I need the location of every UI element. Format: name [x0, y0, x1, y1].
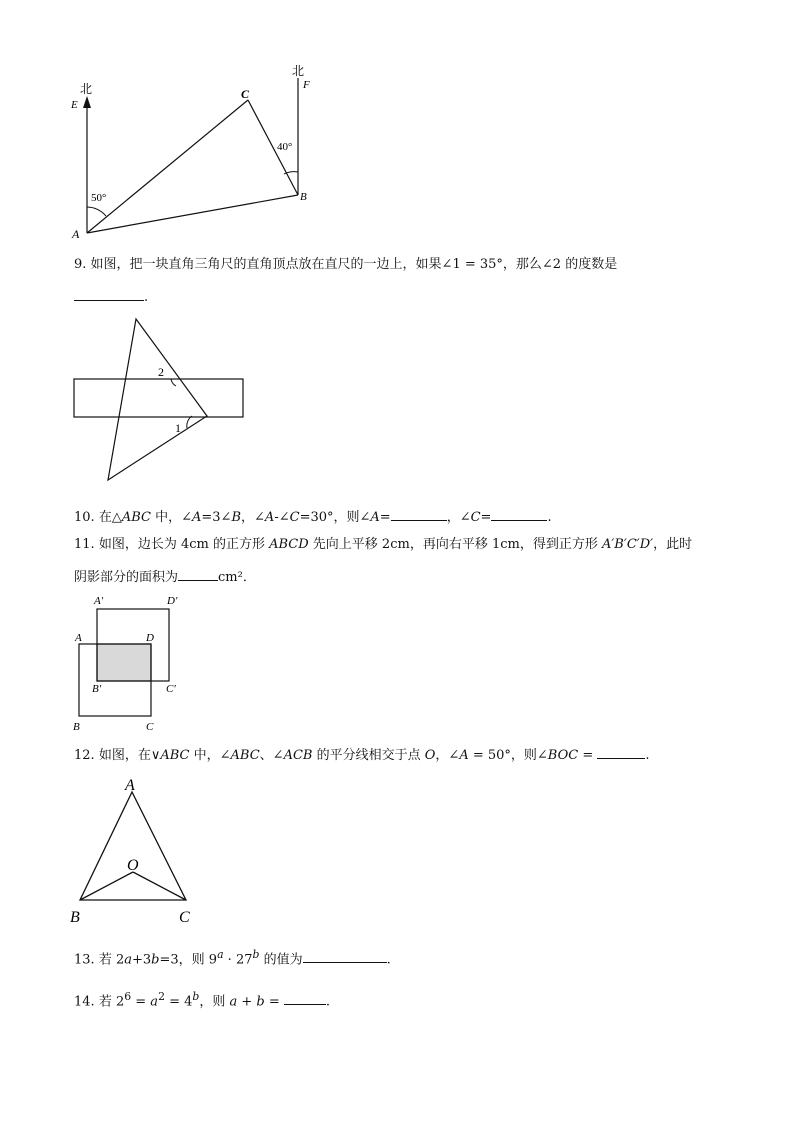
- bisector-co: [133, 872, 186, 900]
- question-13: 13. 若 2a+3b=3，则 $9^a \cdot 27^b$ 的值为 .: [74, 948, 391, 968]
- label-north-left: 北: [80, 82, 93, 96]
- answer-blank-10a[interactable]: [391, 506, 447, 521]
- answer-blank-11[interactable]: [178, 566, 218, 581]
- squares-figure: [66, 590, 196, 735]
- label-b: B: [70, 909, 80, 926]
- answer-blank-12[interactable]: [597, 744, 645, 759]
- question-10: 10. 在△ABC 中，∠A=3∠B，∠A-∠C=30°，则∠A= ，∠C= .: [74, 506, 552, 527]
- answer-blank-14[interactable]: [284, 990, 326, 1005]
- label-north-right: 北: [292, 64, 305, 78]
- label-b: B: [73, 721, 80, 733]
- question-14: 14. 若 $2^6 = a^2 = 4^b$，则 a + b = .: [74, 990, 331, 1010]
- segment-ac: [87, 100, 248, 233]
- question-12: 12. 如图，在∨ABC 中，∠ABC、∠ACB 的平分线相交于点 O，∠A = 50°，则∠BOC = .: [74, 744, 650, 765]
- bearing-figure: [60, 60, 330, 250]
- shaded-overlap: [97, 644, 151, 681]
- question-11: 11. 如图，边长为 4cm 的正方形 ABCD 先向上平移 2cm，再向右平移 1cm，得到正方形 A′B′C′D′，此时: [74, 537, 693, 552]
- answer-blank-9[interactable]: [74, 286, 144, 301]
- answer-blank-10b[interactable]: [491, 506, 547, 521]
- answer-blank-13[interactable]: [303, 948, 387, 963]
- question-9-answer-line: .: [74, 286, 148, 307]
- segment-ab: [87, 195, 298, 233]
- label-c: C: [179, 909, 190, 926]
- label-c2: C′: [166, 683, 176, 695]
- label-d2: D′: [167, 595, 178, 607]
- label-b2: B′: [92, 683, 102, 695]
- label-a: A: [125, 777, 135, 794]
- label-c: C: [241, 87, 250, 101]
- question-11-line2: 阴影部分的面积为 cm²．: [74, 566, 256, 587]
- ruler: [74, 379, 243, 417]
- label-e: E: [71, 99, 78, 111]
- ruler-figure: [70, 314, 250, 484]
- label-angle-2: 2: [158, 365, 164, 379]
- label-angle-50: 50°: [91, 192, 107, 204]
- label-b: B: [300, 191, 307, 203]
- label-angle-40: 40°: [277, 141, 293, 153]
- label-a: A: [75, 632, 82, 644]
- set-square: [108, 319, 207, 480]
- label-c: C: [146, 721, 154, 733]
- triangle-abc: [80, 792, 186, 900]
- label-a: A: [72, 227, 80, 241]
- label-angle-1: 1: [175, 421, 181, 435]
- bisector-bo: [80, 872, 133, 900]
- label-a2: A′: [94, 595, 104, 607]
- label-o: O: [127, 857, 139, 874]
- label-d: D: [146, 632, 154, 644]
- triangle-figure: [66, 772, 206, 932]
- label-f: F: [303, 79, 310, 91]
- question-9: 9. 如图，把一块直角三角尺的直角顶点放在直尺的一边上，如果∠1 = 35°，那么∠2 的度数是: [74, 257, 618, 272]
